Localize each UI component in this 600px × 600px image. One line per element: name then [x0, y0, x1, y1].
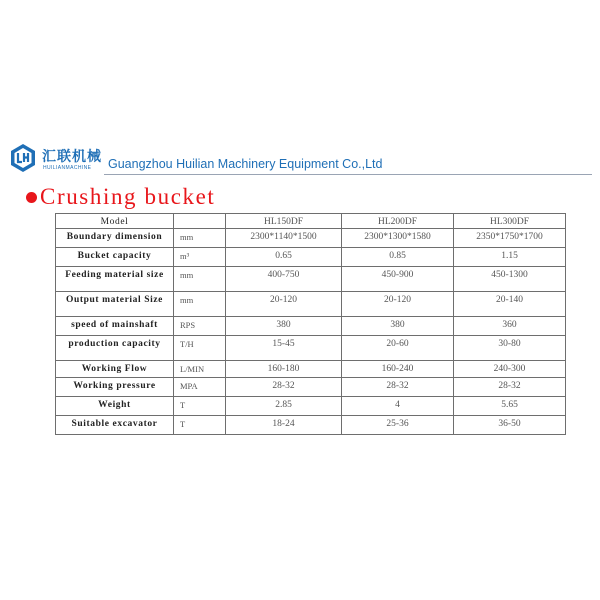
param-value: 450-900: [342, 267, 454, 292]
param-value: 400-750: [226, 267, 342, 292]
header-model-1: HL150DF: [226, 214, 342, 229]
param-name: Boundary dimension: [56, 229, 174, 248]
param-value: 160-240: [342, 361, 454, 378]
header-model-label: Model: [56, 214, 174, 229]
table-header-row: [56, 214, 566, 229]
param-value: 5.65: [454, 397, 566, 416]
company-header: [8, 143, 592, 177]
table-row: [56, 267, 566, 292]
param-name: Working Flow: [56, 361, 174, 378]
param-value: 240-300: [454, 361, 566, 378]
table-row: [56, 317, 566, 336]
table-row: [56, 292, 566, 317]
logo-english-name: HUILIANMACHINE: [43, 165, 92, 171]
param-value: 0.85: [342, 248, 454, 267]
param-name: Output material Size: [56, 292, 174, 317]
param-value: 15-45: [226, 336, 342, 361]
param-value: 360: [454, 317, 566, 336]
param-unit: T/H: [174, 336, 226, 361]
header-unit-cell: [174, 214, 226, 229]
param-value: 20-140: [454, 292, 566, 317]
param-value: 0.65: [226, 248, 342, 267]
param-value: 28-32: [342, 378, 454, 397]
param-value: 25-36: [342, 416, 454, 435]
huilian-logo-icon: [8, 143, 38, 173]
param-name: Bucket capacity: [56, 248, 174, 267]
param-unit: T: [174, 416, 226, 435]
param-value: 2300*1140*1500: [226, 229, 342, 248]
logo-chinese-name: 汇联机械: [42, 149, 102, 165]
param-value: 20-120: [342, 292, 454, 317]
param-name: speed of mainshaft: [56, 317, 174, 336]
param-unit: mm: [174, 229, 226, 248]
company-name: Guangzhou Huilian Machinery Equipment Co.,Ltd: [108, 157, 383, 171]
table-row: [56, 248, 566, 267]
param-unit: T: [174, 397, 226, 416]
param-unit: MPA: [174, 378, 226, 397]
param-value: 2300*1300*1580: [342, 229, 454, 248]
table-row: [56, 229, 566, 248]
param-unit: RPS: [174, 317, 226, 336]
param-value: 18-24: [226, 416, 342, 435]
param-value: 1.15: [454, 248, 566, 267]
param-value: 380: [226, 317, 342, 336]
param-value: 4: [342, 397, 454, 416]
param-value: 2350*1750*1700: [454, 229, 566, 248]
param-name: Working pressure: [56, 378, 174, 397]
param-name: production capacity: [56, 336, 174, 361]
section-heading: [26, 183, 215, 211]
param-value: 36-50: [454, 416, 566, 435]
param-unit: m³: [174, 248, 226, 267]
param-unit: mm: [174, 267, 226, 292]
param-name: Suitable excavator: [56, 416, 174, 435]
spec-table-body: [56, 214, 566, 435]
section-title: Crushing bucket: [40, 184, 216, 209]
table-row: [56, 361, 566, 378]
param-name: Weight: [56, 397, 174, 416]
param-value: 28-32: [226, 378, 342, 397]
param-value: 30-80: [454, 336, 566, 361]
table-row: [56, 378, 566, 397]
bullet-dot-icon: [26, 192, 37, 203]
spec-table: [55, 213, 566, 435]
param-value: 380: [342, 317, 454, 336]
param-name: Feeding material size: [56, 267, 174, 292]
table-row: [56, 336, 566, 361]
param-unit: L/MIN: [174, 361, 226, 378]
param-value: 28-32: [454, 378, 566, 397]
param-value: 160-180: [226, 361, 342, 378]
param-value: 2.85: [226, 397, 342, 416]
table-row: [56, 416, 566, 435]
header-rule: [104, 174, 592, 175]
param-value: 450-1300: [454, 267, 566, 292]
header-model-2: HL200DF: [342, 214, 454, 229]
header-model-3: HL300DF: [454, 214, 566, 229]
param-value: 20-120: [226, 292, 342, 317]
table-row: [56, 397, 566, 416]
param-unit: mm: [174, 292, 226, 317]
param-value: 20-60: [342, 336, 454, 361]
